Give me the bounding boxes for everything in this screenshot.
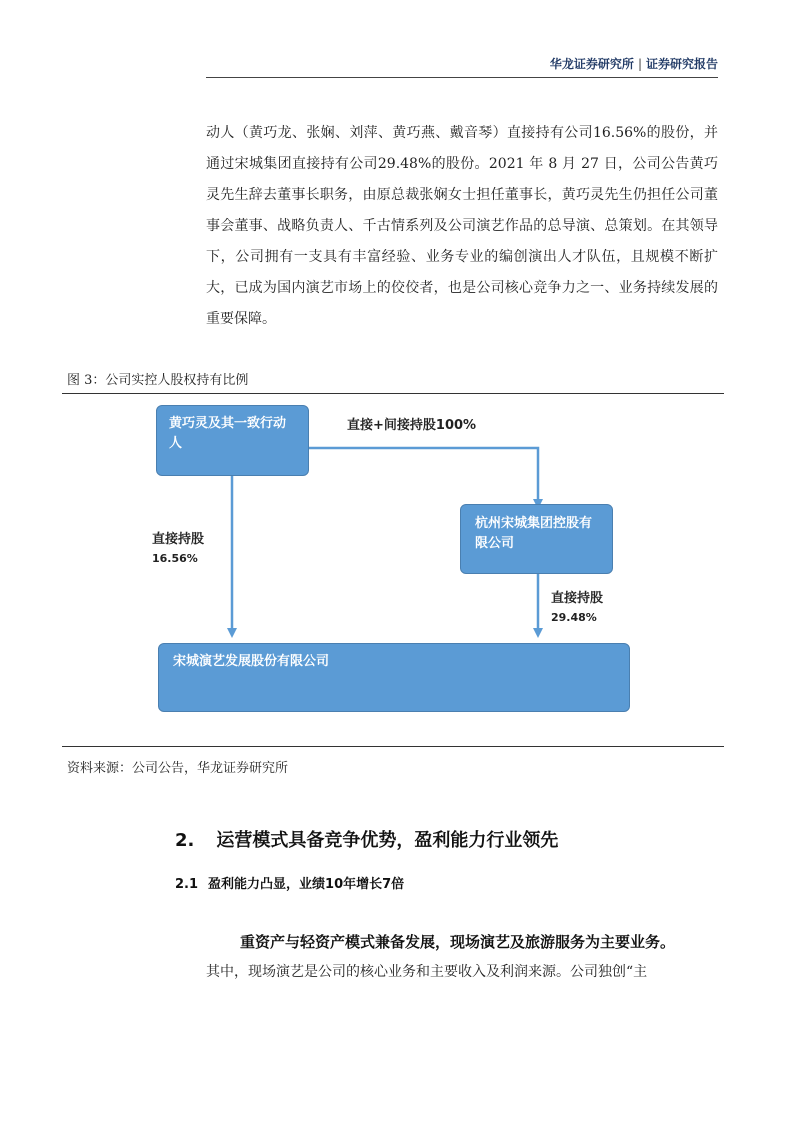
edge-label-controller-to-company — [152, 530, 204, 568]
section-2-title: 运营模式具备竞争优势，盈利能力行业领先 — [216, 830, 559, 851]
figure-title: 图 3：公司实控人股权持有比例 — [67, 373, 249, 388]
node-controller — [156, 405, 309, 476]
edge-label-controller-to-company-text: 直接持股 — [152, 532, 205, 547]
edge-label-group-to-company-text: 直接持股 — [551, 591, 604, 606]
header-report-type: 证券研究报告 — [645, 57, 718, 71]
header-separator: | — [637, 57, 642, 71]
node-group — [460, 504, 613, 574]
edge-label-group-to-company — [551, 589, 603, 627]
section-2-1-heading — [175, 873, 404, 892]
node-company — [158, 643, 630, 712]
section-2-heading — [175, 826, 558, 852]
figure-bottom-rule — [62, 746, 724, 747]
section-2-1-title: 盈利能力凸显，业绩10年增长7倍 — [208, 877, 405, 892]
node-controller-label: 黄巧灵及其一致行动人 — [169, 416, 287, 451]
section-2-1-number: 2.1 — [175, 877, 199, 892]
bold-lead-sentence: 重资产与轻资产模式兼备发展，现场演艺及旅游服务为主要业务。 — [240, 933, 676, 951]
body-last-line: 其中，现场演艺是公司的核心业务和主要收入及利润来源。公司独创“主 — [206, 964, 648, 980]
node-group-label: 杭州宋城集团控股有限公司 — [475, 516, 593, 551]
body-paragraph: 动人（黄巧龙、张娴、刘萍、黄巧燕、戴音琴）直接持有公司16.56%的股份，并通过宋城集团直接持有公司29.48%的股份。2021 年 8 月 27 日，公司公告黄巧灵先生辞去董事长职务，由原总裁张娴女士担任董事长，黄巧灵先生仍担任公司董事会董事、战略负责人、千古情系列及公司演艺作品的总导演、总策划。在其领导下，公司拥有一支具有丰富经验、业务专业的编创演出人才队伍，且规模不断扩大，已成为国内演艺市场上的佼佼者，也是公司核心竞争力之一、业务持续发展的重要保障。 — [206, 125, 718, 327]
edge-label-controller-to-group: 直接+间接持股100% — [347, 418, 477, 433]
edge-label-controller-to-company-pct: 16.56% — [152, 552, 198, 565]
header-org: 华龙证券研究所 — [549, 57, 634, 71]
node-company-label: 宋城演艺发展股份有限公司 — [173, 654, 330, 669]
edge-label-group-to-company-pct: 29.48% — [551, 611, 597, 624]
section-2-number: 2. — [175, 830, 195, 851]
figure-source: 资料来源：公司公告，华龙证券研究所 — [67, 761, 289, 776]
edge-controller-to-group — [309, 448, 538, 504]
